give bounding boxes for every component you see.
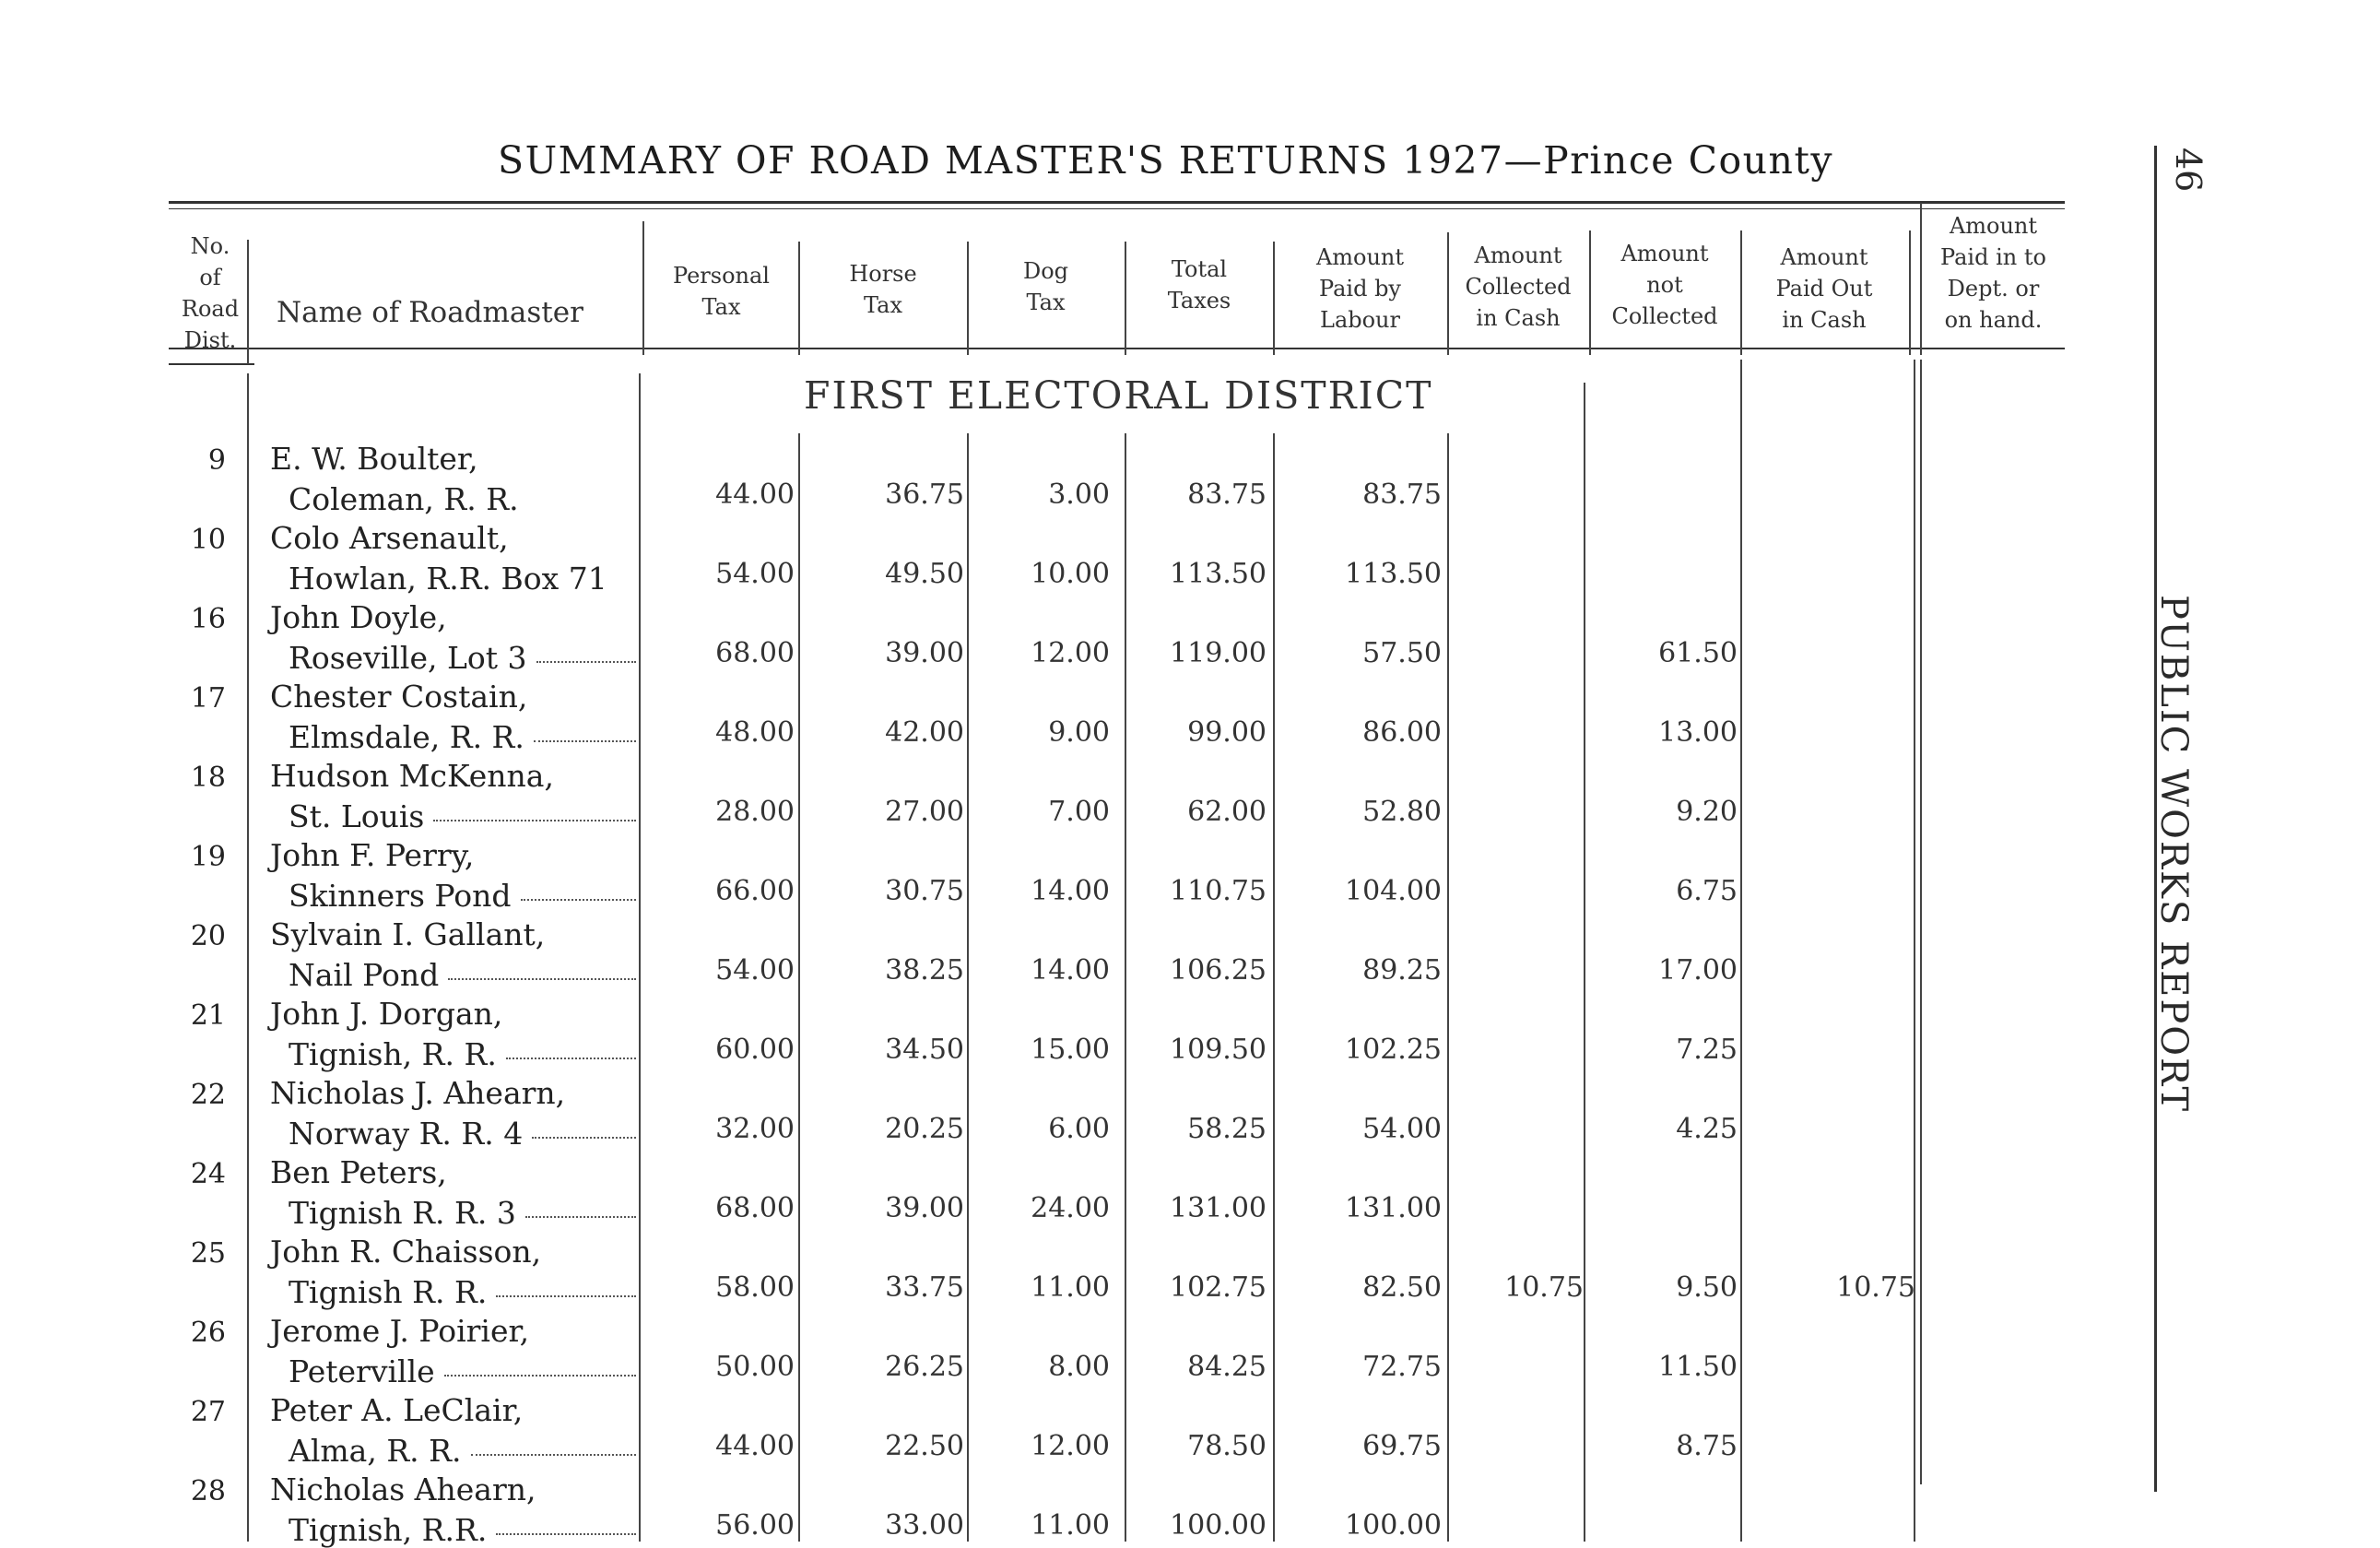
dot-leader bbox=[448, 978, 636, 980]
personal-tax-cell: 68.00 bbox=[715, 637, 795, 669]
dog-tax-cell: 15.00 bbox=[1031, 1034, 1110, 1066]
side-title: PUBLIC WORKS REPORT bbox=[2152, 595, 2195, 1114]
horse-tax-cell: 34.50 bbox=[885, 1034, 964, 1066]
header-paid-in-to-dept: Amount Paid in to Dept. or on hand. bbox=[1940, 213, 2046, 333]
roadmaster-name: Ben Peters, bbox=[270, 1154, 447, 1190]
dog-tax-cell: 11.00 bbox=[1031, 1271, 1110, 1304]
horse-tax-cell: 39.00 bbox=[885, 1192, 964, 1224]
roadmaster-name: Colo Arsenault, bbox=[270, 520, 509, 556]
dog-tax-cell: 11.00 bbox=[1031, 1509, 1110, 1542]
column-rule bbox=[639, 373, 641, 1542]
page-number: 46 bbox=[2168, 148, 2209, 193]
roadmaster-address-text: St. Louis bbox=[289, 798, 425, 834]
total-taxes-cell: 78.50 bbox=[1187, 1430, 1267, 1462]
dot-leader bbox=[525, 1216, 636, 1218]
roadmaster-name: John F. Perry, bbox=[270, 837, 475, 873]
roadmaster-address bbox=[289, 481, 636, 517]
roadmaster-address bbox=[289, 878, 636, 914]
roadmaster-address bbox=[289, 640, 636, 676]
not-collected-cell: 4.25 bbox=[1676, 1113, 1738, 1145]
column-rule bbox=[247, 373, 249, 1542]
roadmaster-name: Chester Costain, bbox=[270, 679, 528, 715]
total-taxes-cell: 109.50 bbox=[1170, 1034, 1267, 1066]
dog-tax-cell: 12.00 bbox=[1031, 637, 1110, 669]
horse-tax-cell: 42.00 bbox=[885, 716, 964, 749]
road-district-number: 27 bbox=[190, 1396, 226, 1428]
personal-tax-cell: 44.00 bbox=[715, 479, 795, 511]
paid-by-labour-cell: 102.25 bbox=[1345, 1034, 1442, 1066]
roadmaster-address bbox=[289, 1512, 636, 1548]
roadmaster-name: Peter A. LeClair, bbox=[270, 1392, 524, 1428]
dog-tax-cell: 7.00 bbox=[1048, 796, 1110, 828]
roadmaster-address-text: Tignish R. R. 3 bbox=[289, 1195, 516, 1231]
dog-tax-cell: 14.00 bbox=[1031, 954, 1110, 987]
dot-leader bbox=[506, 1058, 636, 1059]
dog-tax-cell: 12.00 bbox=[1031, 1430, 1110, 1462]
personal-tax-cell: 66.00 bbox=[715, 875, 795, 907]
not-collected-cell: 9.50 bbox=[1676, 1271, 1738, 1304]
personal-tax-cell: 44.00 bbox=[715, 1430, 795, 1462]
horse-tax-cell: 39.00 bbox=[885, 637, 964, 669]
roadmaster-name: John J. Dorgan, bbox=[270, 996, 503, 1032]
dot-leader bbox=[536, 661, 636, 663]
total-taxes-cell: 102.75 bbox=[1170, 1271, 1267, 1304]
header-top-rule-thin bbox=[169, 208, 2065, 209]
dot-leader bbox=[433, 820, 636, 821]
roadmaster-address bbox=[289, 561, 636, 597]
column-rule bbox=[1273, 433, 1275, 1542]
roadmaster-address bbox=[289, 1353, 636, 1389]
dot-leader bbox=[444, 1375, 636, 1377]
total-taxes-cell: 100.00 bbox=[1170, 1509, 1267, 1542]
collected-in-cash-cell: 10.75 bbox=[1504, 1271, 1584, 1304]
paid-by-labour-cell: 83.75 bbox=[1362, 479, 1442, 511]
personal-tax-cell: 32.00 bbox=[715, 1113, 795, 1145]
horse-tax-cell: 38.25 bbox=[885, 954, 964, 987]
total-taxes-cell: 131.00 bbox=[1170, 1192, 1267, 1224]
paid-out-in-cash-cell: 10.75 bbox=[1836, 1271, 1915, 1304]
total-taxes-cell: 119.00 bbox=[1170, 637, 1267, 669]
header-not-collected: Amount not Collected bbox=[1611, 241, 1718, 329]
road-district-number: 21 bbox=[190, 999, 226, 1032]
total-taxes-cell: 58.25 bbox=[1187, 1113, 1267, 1145]
roadmaster-address-text: Nail Pond bbox=[289, 957, 440, 993]
total-taxes-cell: 99.00 bbox=[1187, 716, 1267, 749]
header-dog-tax: Dog Tax bbox=[1022, 258, 1069, 315]
personal-tax-cell: 48.00 bbox=[715, 716, 795, 749]
personal-tax-cell: 60.00 bbox=[715, 1034, 795, 1066]
paid-by-labour-cell: 86.00 bbox=[1362, 716, 1442, 749]
header-paid-by-labour: Amount Paid by Labour bbox=[1315, 244, 1405, 333]
paid-by-labour-cell: 113.50 bbox=[1345, 558, 1442, 590]
column-rule bbox=[1740, 360, 1742, 1542]
roadmaster-address-text: Alma, R. R. bbox=[289, 1433, 462, 1469]
horse-tax-cell: 33.00 bbox=[885, 1509, 964, 1542]
paid-by-labour-cell: 131.00 bbox=[1345, 1192, 1442, 1224]
road-district-number: 17 bbox=[190, 682, 226, 715]
column-rule bbox=[1447, 433, 1449, 1542]
road-district-number: 28 bbox=[190, 1475, 226, 1507]
horse-tax-cell: 49.50 bbox=[885, 558, 964, 590]
column-rule bbox=[1920, 360, 1922, 1484]
roadmaster-address bbox=[289, 1036, 636, 1072]
road-district-number: 24 bbox=[190, 1158, 226, 1190]
paid-by-labour-cell: 104.00 bbox=[1345, 875, 1442, 907]
horse-tax-cell: 30.75 bbox=[885, 875, 964, 907]
paid-by-labour-cell: 72.75 bbox=[1362, 1351, 1442, 1383]
total-taxes-cell: 113.50 bbox=[1170, 558, 1267, 590]
personal-tax-cell: 56.00 bbox=[715, 1509, 795, 1542]
paid-by-labour-cell: 54.00 bbox=[1362, 1113, 1442, 1145]
roadmaster-address bbox=[289, 957, 636, 993]
dog-tax-cell: 9.00 bbox=[1048, 716, 1110, 749]
roadmaster-address-text: Tignish, R. R. bbox=[289, 1036, 497, 1072]
not-collected-cell: 8.75 bbox=[1676, 1430, 1738, 1462]
column-rule bbox=[967, 433, 969, 1542]
header-paid-out-in-cash: Amount Paid Out in Cash bbox=[1775, 244, 1873, 333]
roadmaster-address bbox=[289, 719, 636, 755]
dot-leader bbox=[532, 1137, 636, 1139]
roadmaster-address-text: Elmsdale, R. R. bbox=[289, 719, 524, 755]
roadmaster-name: Nicholas J. Ahearn, bbox=[270, 1075, 566, 1111]
horse-tax-cell: 33.75 bbox=[885, 1271, 964, 1304]
road-district-number: 25 bbox=[190, 1237, 226, 1270]
column-rule bbox=[1125, 433, 1126, 1542]
dot-leader bbox=[521, 899, 636, 901]
not-collected-cell: 61.50 bbox=[1658, 637, 1738, 669]
personal-tax-cell: 28.00 bbox=[715, 796, 795, 828]
column-rule bbox=[798, 433, 800, 1542]
horse-tax-cell: 22.50 bbox=[885, 1430, 964, 1462]
header-collected-in-cash: Amount Collected in Cash bbox=[1465, 242, 1572, 331]
personal-tax-cell: 54.00 bbox=[715, 558, 795, 590]
personal-tax-cell: 68.00 bbox=[715, 1192, 795, 1224]
road-district-number: 22 bbox=[190, 1079, 226, 1111]
personal-tax-cell: 54.00 bbox=[715, 954, 795, 987]
header-roadmaster-name: Name of Roadmaster bbox=[277, 296, 583, 329]
roadmaster-name: John Doyle, bbox=[270, 599, 447, 635]
not-collected-cell: 9.20 bbox=[1676, 796, 1738, 828]
column-rule bbox=[1584, 383, 1585, 1542]
total-taxes-cell: 110.75 bbox=[1170, 875, 1267, 907]
not-collected-cell: 11.50 bbox=[1658, 1351, 1738, 1383]
dog-tax-cell: 8.00 bbox=[1048, 1351, 1110, 1383]
total-taxes-cell: 62.00 bbox=[1187, 796, 1267, 828]
roadmaster-name: John R. Chaisson, bbox=[270, 1234, 542, 1270]
road-district-number: 19 bbox=[190, 841, 226, 873]
header-bottom-rule-thin bbox=[169, 363, 254, 365]
roadmaster-address-text: Coleman, R. R. bbox=[289, 481, 519, 517]
roadmaster-address bbox=[289, 1274, 636, 1310]
paid-by-labour-cell: 57.50 bbox=[1362, 637, 1442, 669]
roadmaster-name: Jerome J. Poirier, bbox=[270, 1313, 530, 1349]
roadmaster-address-text: Roseville, Lot 3 bbox=[289, 640, 527, 676]
roadmaster-address-text: Tignish, R.R. bbox=[289, 1512, 488, 1548]
road-district-number: 20 bbox=[190, 920, 226, 952]
roadmaster-address bbox=[289, 1116, 636, 1152]
total-taxes-cell: 106.25 bbox=[1170, 954, 1267, 987]
paid-by-labour-cell: 89.25 bbox=[1362, 954, 1442, 987]
dog-tax-cell: 10.00 bbox=[1031, 558, 1110, 590]
total-taxes-cell: 83.75 bbox=[1187, 479, 1267, 511]
column-rule bbox=[642, 221, 644, 355]
paid-by-labour-cell: 52.80 bbox=[1362, 796, 1442, 828]
personal-tax-cell: 50.00 bbox=[715, 1351, 795, 1383]
road-district-number: 18 bbox=[190, 762, 226, 794]
page-title: SUMMARY OF ROAD MASTER'S RETURNS 1927—Prince County bbox=[498, 138, 1834, 183]
header-top-rule bbox=[169, 201, 2065, 204]
road-district-number: 10 bbox=[190, 524, 226, 556]
header-road-dist: No. of Road Dist. bbox=[181, 233, 240, 353]
not-collected-cell: 6.75 bbox=[1676, 875, 1738, 907]
roadmaster-address bbox=[289, 1195, 636, 1231]
road-district-number: 16 bbox=[190, 603, 226, 635]
paid-by-labour-cell: 82.50 bbox=[1362, 1271, 1442, 1304]
horse-tax-cell: 26.25 bbox=[885, 1351, 964, 1383]
horse-tax-cell: 20.25 bbox=[885, 1113, 964, 1145]
not-collected-cell: 7.25 bbox=[1676, 1034, 1738, 1066]
dot-leader bbox=[534, 740, 636, 742]
road-district-number: 9 bbox=[207, 444, 226, 477]
paid-by-labour-cell: 100.00 bbox=[1345, 1509, 1442, 1542]
roadmaster-address-text: Howlan, R.R. Box 71 bbox=[289, 561, 607, 597]
header-total-taxes: Total Taxes bbox=[1167, 256, 1231, 313]
roadmaster-address-text: Norway R. R. 4 bbox=[289, 1116, 524, 1152]
dog-tax-cell: 14.00 bbox=[1031, 875, 1110, 907]
roadmaster-address bbox=[289, 798, 636, 834]
roadmaster-name: E. W. Boulter, bbox=[270, 441, 478, 477]
header-horse-tax: Horse Tax bbox=[849, 261, 917, 318]
road-district-number: 26 bbox=[190, 1317, 226, 1349]
dot-leader bbox=[471, 1454, 637, 1456]
roadmaster-address bbox=[289, 1433, 636, 1469]
total-taxes-cell: 84.25 bbox=[1187, 1351, 1267, 1383]
dot-leader bbox=[496, 1533, 636, 1535]
dot-leader bbox=[496, 1295, 636, 1297]
section-heading: FIRST ELECTORAL DISTRICT bbox=[804, 373, 1433, 418]
horse-tax-cell: 27.00 bbox=[885, 796, 964, 828]
not-collected-cell: 13.00 bbox=[1658, 716, 1738, 749]
column-rule bbox=[1914, 360, 1915, 1542]
not-collected-cell: 17.00 bbox=[1658, 954, 1738, 987]
roadmaster-address-text: Peterville bbox=[289, 1353, 435, 1389]
header-bottom-rule bbox=[169, 348, 2065, 349]
paid-by-labour-cell: 69.75 bbox=[1362, 1430, 1442, 1462]
roadmaster-name: Nicholas Ahearn, bbox=[270, 1471, 536, 1507]
roadmaster-name: Hudson McKenna, bbox=[270, 758, 554, 794]
roadmaster-address-text: Tignish R. R. bbox=[289, 1274, 488, 1310]
horse-tax-cell: 36.75 bbox=[885, 479, 964, 511]
dog-tax-cell: 24.00 bbox=[1031, 1192, 1110, 1224]
personal-tax-cell: 58.00 bbox=[715, 1271, 795, 1304]
column-rule bbox=[1909, 230, 1911, 355]
dog-tax-cell: 3.00 bbox=[1048, 479, 1110, 511]
header-personal-tax: Personal Tax bbox=[673, 263, 770, 320]
roadmaster-address-text: Skinners Pond bbox=[289, 878, 512, 914]
roadmaster-name: Sylvain I. Gallant, bbox=[270, 916, 546, 952]
dog-tax-cell: 6.00 bbox=[1048, 1113, 1110, 1145]
